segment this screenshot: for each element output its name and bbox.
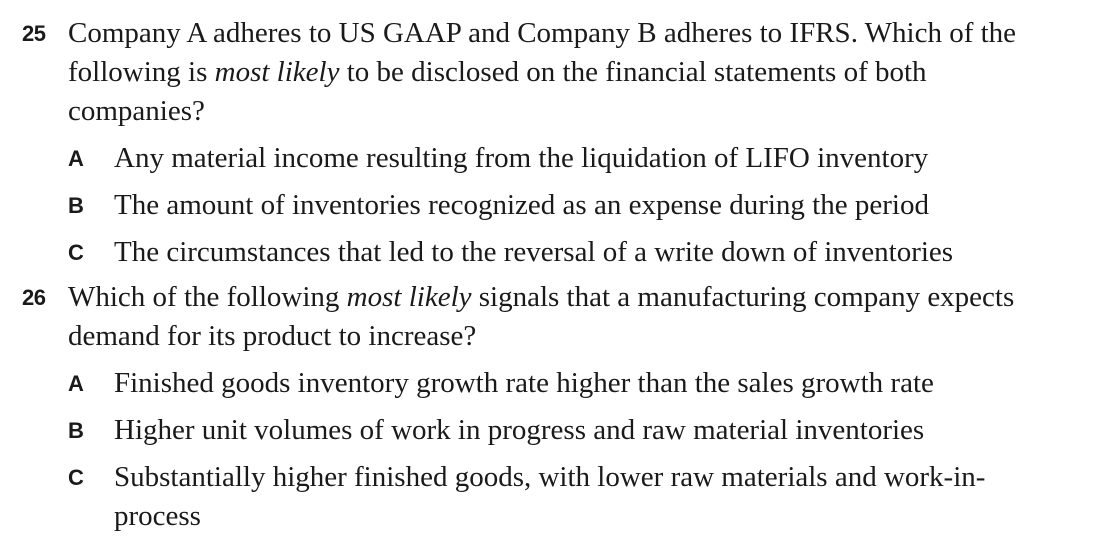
answer-option-b (68, 186, 1070, 225)
option-label: A (68, 371, 84, 396)
question-stem (68, 14, 1070, 131)
option-text: The circumstances that led to the reversal of a write down of inventories (114, 236, 954, 268)
answer-option-a (68, 139, 1070, 178)
stem-text: to be disclosed on the financial statements of both companies? (68, 56, 927, 127)
answer-option-c (68, 458, 1070, 536)
option-text: Finished goods inventory growth rate higher than the sales growth rate (114, 367, 934, 399)
stem-emphasis: most likely (346, 281, 472, 313)
stem-text: Company A adheres to US GAAP and Company B adheres to IFRS. Which of the following is (68, 17, 1017, 88)
option-text: The amount of inventories recognized as an expense during the period (114, 189, 929, 221)
question-number: 25 (22, 21, 46, 46)
option-text: Substantially higher finished goods, with lower raw materials and work-in-process (114, 461, 986, 532)
answer-option-a (68, 364, 1070, 403)
option-label: A (68, 146, 84, 171)
question-number: 26 (22, 285, 46, 310)
option-label: C (68, 240, 84, 265)
answer-options-25 (22, 139, 1070, 272)
question-25 (22, 14, 1070, 131)
answer-option-c (68, 233, 1070, 272)
option-label: B (68, 418, 84, 443)
question-26 (22, 278, 1070, 356)
stem-text: signals that a manufacturing company expects demand for its product to increase? (68, 281, 1015, 352)
stem-emphasis: most likely (214, 56, 340, 88)
answer-options-26 (22, 364, 1070, 536)
option-label: B (68, 193, 84, 218)
question-stem (68, 278, 1070, 356)
option-text: Higher unit volumes of work in progress and raw material inventories (114, 414, 925, 446)
stem-text: Which of the following (68, 281, 347, 313)
option-text: Any material income resulting from the liquidation of LIFO inventory (114, 142, 929, 174)
answer-option-b (68, 411, 1070, 450)
option-label: C (68, 465, 84, 490)
